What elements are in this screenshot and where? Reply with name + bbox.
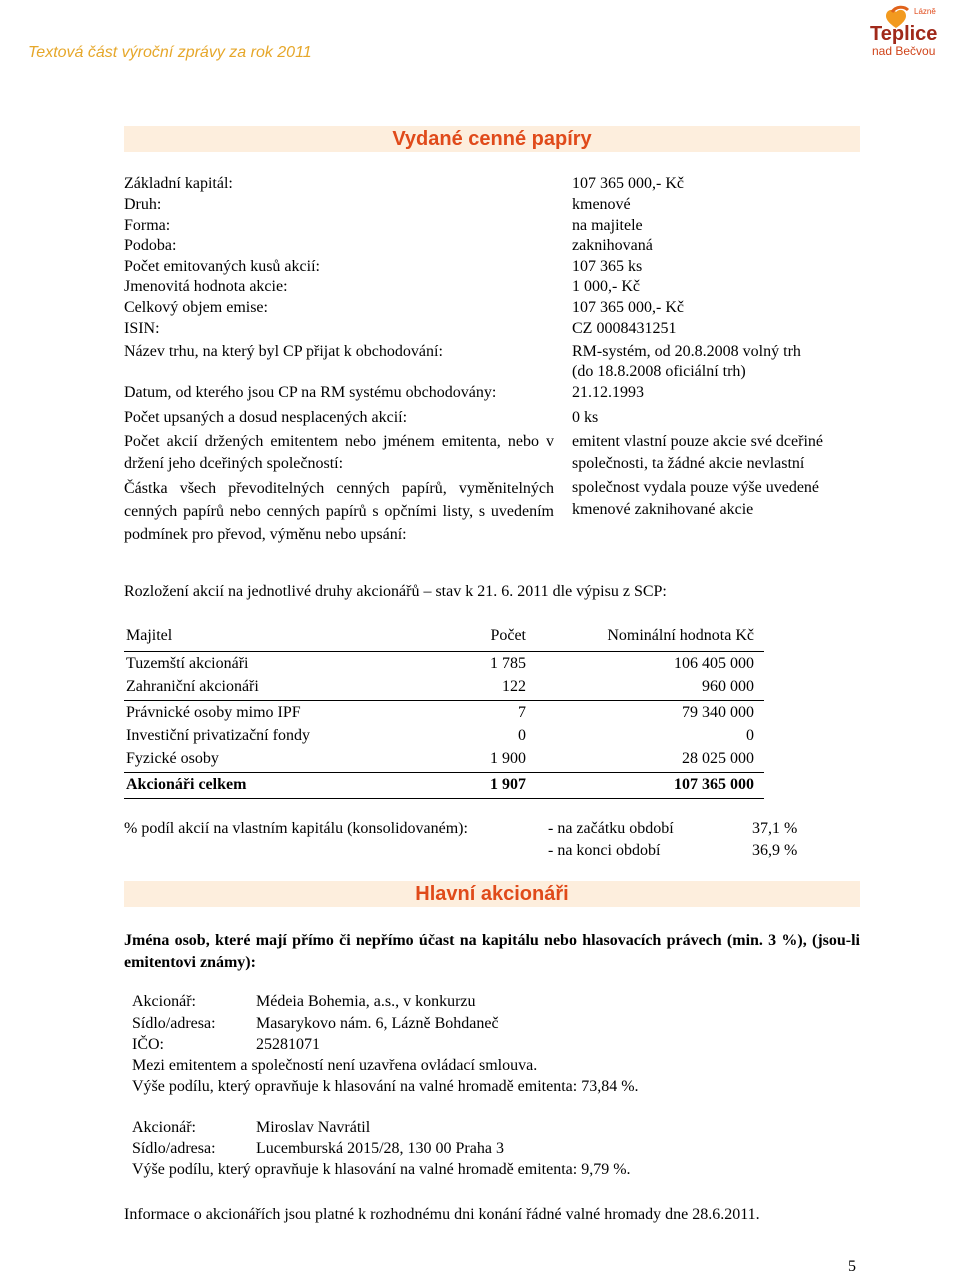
holder1-note2: Výše podílu, který opravňuje k hlasování na valné hromadě emitenta: 73,84 %. bbox=[132, 1078, 639, 1095]
footer-note: Informace o akcionářích jsou platné k rozhodnému dni konání řádné valné hromady dne 28.6.2011. bbox=[124, 1206, 760, 1223]
table-row: Právnické osoby mimo IPF 7 79 340 000 bbox=[126, 704, 754, 721]
section-band-vydane bbox=[124, 126, 860, 152]
kv-row: Celkový objem emise: 107 365 000,- Kč bbox=[124, 299, 684, 316]
kv-row: Jmenovitá hodnota akcie: 1 000,- Kč bbox=[124, 278, 640, 295]
holder2-akcionar: Akcionář: Miroslav Navrátil bbox=[132, 1119, 371, 1136]
kv-row: (do 18.8.2008 oficiální trh) bbox=[572, 363, 746, 380]
castka-label: Částka všech převoditelných cenných papírů, vyměnitelných cenných papírů nebo cenných papírů s opčními listy, s uvedením podmínek pro převod, výměnu nebo upsání: bbox=[124, 480, 554, 543]
svg-text:Lázně: Lázně bbox=[914, 7, 936, 16]
section-title-vydane: Vydané cenné papíry bbox=[392, 128, 592, 150]
table-row: Fyzické osoby 1 900 28 025 000 bbox=[126, 750, 754, 767]
section-title-hlavni: Hlavní akcionáři bbox=[415, 883, 569, 905]
shareholder-table bbox=[124, 624, 764, 799]
holder1-ico: IČO: 25281071 bbox=[132, 1036, 320, 1053]
kv-row: Počet emitovaných kusů akcií: 107 365 ks bbox=[124, 258, 643, 275]
distribution-title: Rozložení akcií na jednotlivé druhy akcionářů – stav k 21. 6. 2011 dle výpisu z SCP: bbox=[124, 583, 667, 600]
table-row: Investiční privatizační fondy 0 0 bbox=[126, 727, 754, 744]
table-divider bbox=[124, 798, 764, 799]
kv-row: ISIN: CZ 0008431251 bbox=[124, 320, 677, 337]
table-row: Tuzemští akcionáři 1 785 106 405 000 bbox=[126, 655, 754, 672]
holder1-akcionar: Akcionář: Médeia Bohemia, a.s., v konkurzu bbox=[132, 993, 476, 1010]
kv-row-upsanych: Počet upsaných a dosud nesplacených akcií: 0 ks bbox=[124, 409, 599, 426]
podil-end-label: - na konci období bbox=[548, 842, 661, 859]
drzenych-label: Počet akcií držených emitentem nebo jménem emitenta, nebo v držení jeho dceřiných společností: bbox=[124, 433, 554, 472]
kv-row: Název trhu, na který byl CP přijat k obchodování: RM-systém, od 20.8.2008 volný trh bbox=[124, 343, 801, 360]
teplice-logo bbox=[856, 2, 952, 62]
kv-row: Druh: kmenové bbox=[124, 196, 631, 213]
page-number: 5 bbox=[848, 1258, 856, 1275]
castka-value: společnost vydala pouze výše uvedené kmenové zaknihované akcie bbox=[572, 479, 820, 518]
podil-start-value: 37,1 % bbox=[752, 820, 798, 837]
holders-intro: Jména osob, které mají přímo či nepřímo účast na kapitálu nebo hlasovacích právech (min. 3 %), (jsou-li emitentovi známy): bbox=[124, 932, 860, 971]
svg-text:nad Bečvou: nad Bečvou bbox=[872, 44, 936, 58]
table-total-row: Akcionáři celkem 1 907 107 365 000 bbox=[126, 776, 754, 793]
holder2-sidlo: Sídlo/adresa: Lucemburská 2015/28, 130 00 Praha 3 bbox=[132, 1140, 504, 1157]
svg-text:Teplice: Teplice bbox=[870, 23, 938, 45]
podil-end-value: 36,9 % bbox=[752, 842, 798, 859]
kv-row: Datum, od kterého jsou CP na RM systému obchodovány: 21.12.1993 bbox=[124, 384, 644, 401]
podil-start-label: - na začátku období bbox=[548, 820, 674, 837]
drzenych-value: emitent vlastní pouze akcie své dceřiné společnosti, ta žádné akcie nevlastní bbox=[572, 433, 824, 472]
document-header-title: Textová část výroční zprávy za rok 2011 bbox=[28, 44, 312, 61]
kv-row: Podoba: zaknihovaná bbox=[124, 237, 653, 254]
holder2-note2: Výše podílu, který opravňuje k hlasování na valné hromadě emitenta: 9,79 %. bbox=[132, 1161, 631, 1178]
holder1-note1: Mezi emitentem a společností není uzavřena ovládací smlouva. bbox=[132, 1057, 538, 1074]
table-row: Zahraniční akcionáři 122 960 000 bbox=[126, 678, 754, 695]
kv-row: Základní kapitál: 107 365 000,- Kč bbox=[124, 175, 684, 192]
table-header-row: Majitel Počet Nominální hodnota Kč bbox=[126, 627, 754, 644]
kv-row: Forma: na majitele bbox=[124, 217, 643, 234]
section-band-hlavni bbox=[124, 881, 860, 907]
podil-label: % podíl akcií na vlastním kapitálu (konsolidovaném): bbox=[124, 820, 468, 837]
holder1-sidlo: Sídlo/adresa: Masarykovo nám. 6, Lázně Bohdaneč bbox=[132, 1015, 499, 1032]
